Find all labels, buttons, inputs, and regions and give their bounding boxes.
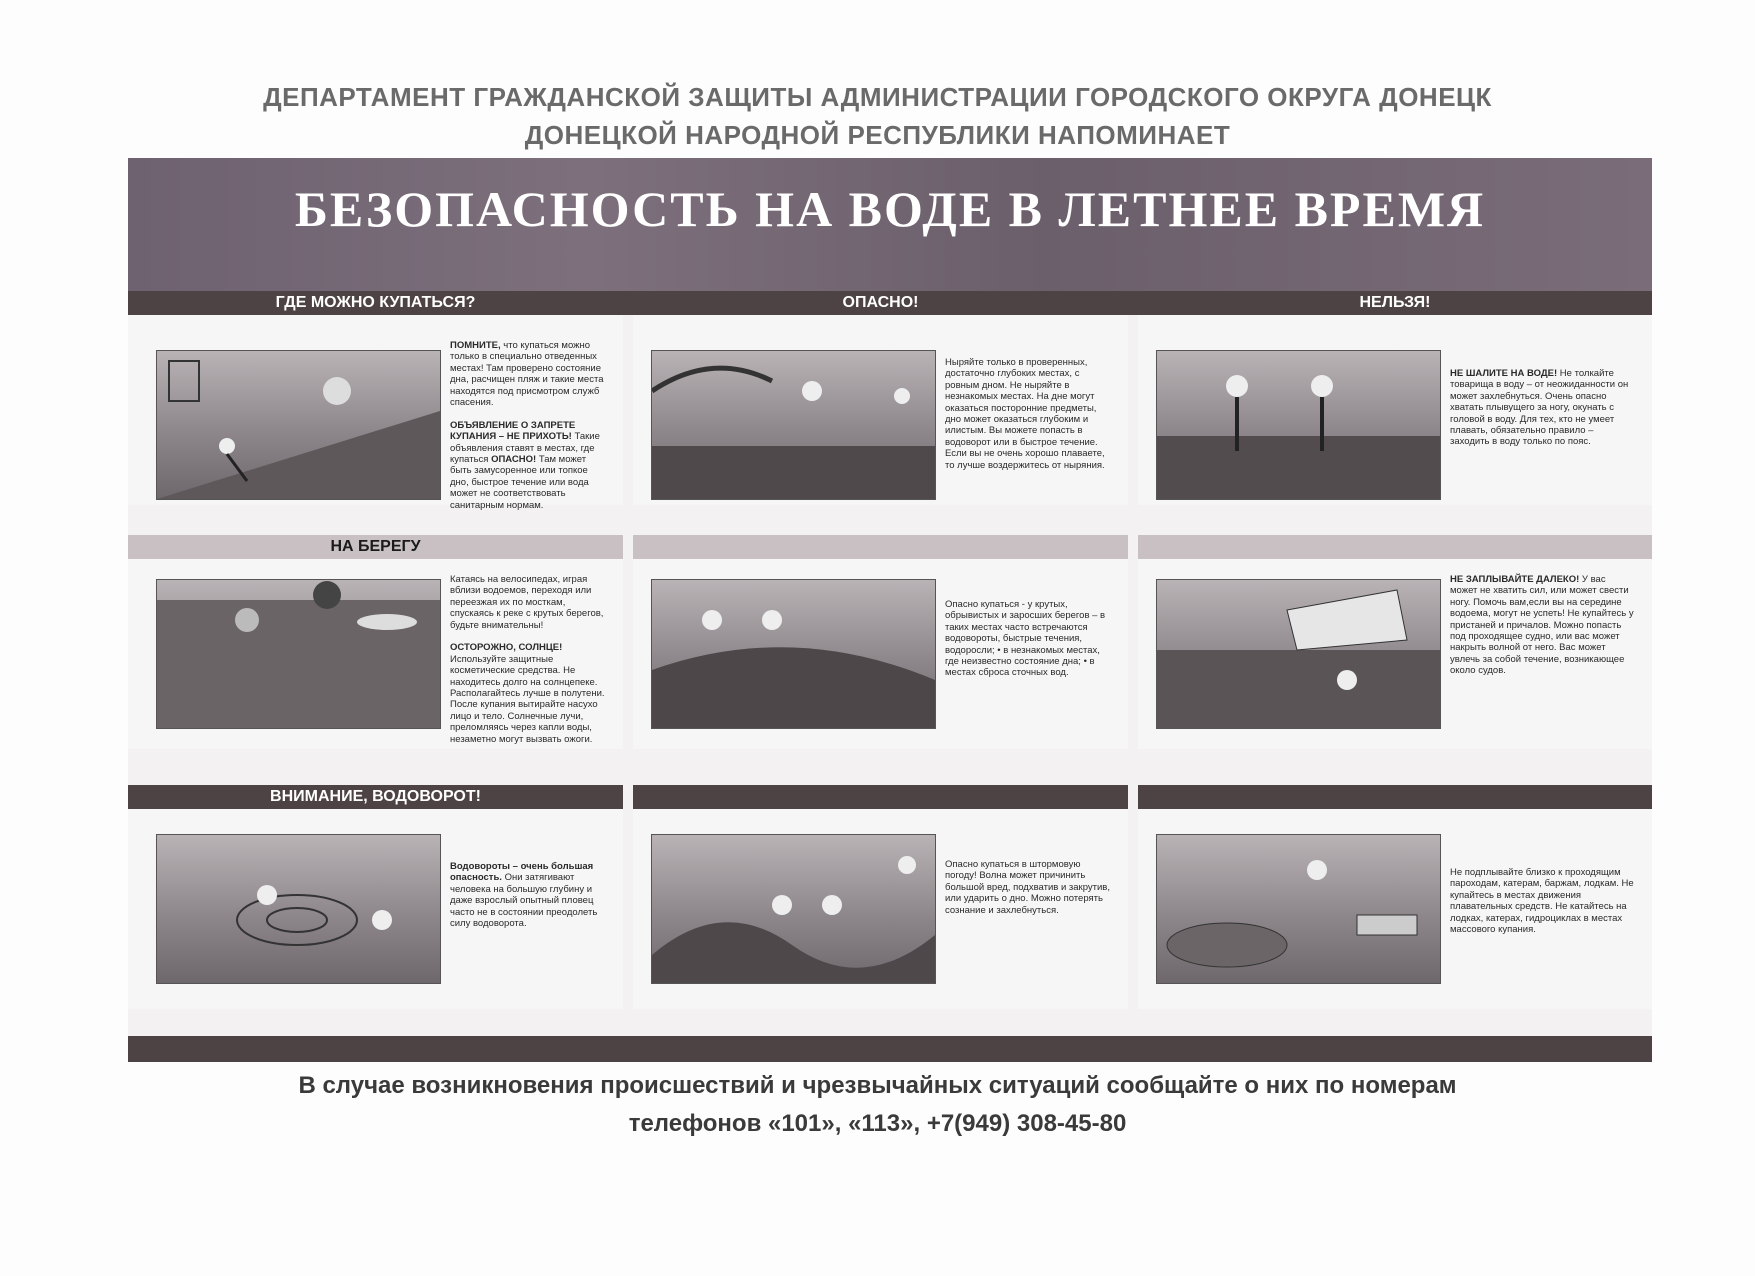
section-whirlpool-bar: ВНИМАНИЕ, ВОДОВОРОТ! [128, 785, 623, 809]
panel-text [945, 859, 1110, 916]
beach-scene-icon [157, 351, 440, 499]
panel-on-shore [128, 559, 623, 749]
text-heading: ПОМНИТЕ, [450, 340, 501, 351]
section-bar-empty [1138, 785, 1652, 809]
illustration-diving [651, 350, 936, 500]
panel-boats [1138, 809, 1652, 1009]
panel-text [450, 861, 605, 929]
panel-diving [633, 315, 1128, 505]
footer-line-1: В случае возникновения происшествий и чрезвычайных ситуаций сообщайте о них по номерам [298, 1072, 1457, 1099]
poster-banner [128, 158, 1652, 291]
panel-text [1450, 368, 1630, 448]
panel-dangerous-banks [633, 559, 1128, 749]
text-heading: НЕ ШАЛИТЕ НА ВОДЕ! [1450, 368, 1558, 379]
shore-scene-icon [157, 580, 440, 728]
pranks-scene-icon [1157, 351, 1440, 499]
panel-text [1450, 867, 1635, 935]
section-bar-empty [633, 535, 1128, 559]
text-body: Опасно купаться - у крутых, обрывистых и заросших берегов – в таких местах часто встречаются водовороты, быстрые течения, водоросли; • в незнакомых местах, где неизвестно состояние дна; • в местах сброса сточных вод. [945, 599, 1106, 679]
storm-scene-icon [652, 835, 935, 983]
illustration-pranks [1156, 350, 1441, 500]
panel-text [945, 357, 1110, 471]
text-heading: НЕ ЗАПЛЫВАЙТЕ ДАЛЕКО! [1450, 574, 1580, 585]
panel-text [450, 574, 605, 745]
text-heading: ОБЪЯВЛЕНИЕ О ЗАПРЕТЕ КУПАНИЯ – НЕ ПРИХОТЬ! [450, 419, 576, 443]
text-heading: ОСТОРОЖНО, СОЛНЦЕ! [450, 642, 563, 654]
illustration-ship [1156, 579, 1441, 729]
text-body: Они затягивают человека на большую глубину и даже взрослый опытный пловец часто не в состоянии преодолеть силу водоворота. [450, 872, 598, 930]
header-line-1: ДЕПАРТАМЕНТ ГРАЖДАНСКОЙ ЗАЩИТЫ АДМИНИСТРАЦИИ ГОРОДСКОГО ОКРУГА ДОНЕЦК [263, 82, 1492, 112]
text-body: Ныряйте только в проверенных, достаточно глубоких местах, с ровным дном. Не ныряйте в незнакомых местах. На дне могут оказаться посторонние предметы, дно может оказаться глубоким и илистым. Вы можете попасть в водоворот или в быстрое течение. Если вы не очень хорошо плаваете, то лучше воздержитесь от ныряния. [945, 357, 1105, 471]
whirlpool-scene-icon [157, 835, 440, 983]
poster-bottom-bar [128, 1036, 1652, 1062]
text-body: Там может быть замусоренное или топкое дно, быстрое течение или вода может не соответствовать санитарным нормам. [450, 454, 589, 511]
column-header-3: НЕЛЬЗЯ! [1359, 294, 1431, 311]
boats-scene-icon [1157, 835, 1440, 983]
ship-scene-icon [1157, 580, 1440, 728]
panel-allowed-places [128, 315, 623, 511]
panel-text [945, 599, 1110, 679]
text-body: Катаясь на велосипедах, играя вблизи водоемов, переходя или переезжая их по мосткам, спускаясь к реке с крутых берегов, будьте внимательны! [450, 574, 604, 631]
column-header-2: ОПАСНО! [842, 294, 919, 311]
poster-title: БЕЗОПАСНОСТЬ НА ВОДЕ В ЛЕТНЕЕ ВРЕМЯ [294, 181, 1486, 237]
text-heading: ОПАСНО! [491, 454, 537, 466]
panel-dont-swim-far [1138, 559, 1652, 749]
text-heading: Водовороты – очень большая опасность. [450, 861, 594, 884]
section-bar-empty [1138, 535, 1652, 559]
section-shore-bar: НА БЕРЕГУ [128, 535, 623, 559]
illustration-boats [1156, 834, 1441, 984]
panel-storm [633, 809, 1128, 1009]
text-body: Используйте защитные косметические средства. Не находитесь долго на солнцепеке. Располагайтесь лучше в полутени. После купания вытирайте насухо лицо и тело. Солнечные лучи, преломляясь через капли воды, незаметно могут вызвать ожоги. [450, 653, 605, 745]
text-body: Опасно купаться в штормовую погоду! Волна может причинить большой вред, подхватив и закрутив, или ударить о дно. Можно потерять сознание и захлебнуться. [945, 859, 1110, 916]
panel-no-pranks [1138, 315, 1652, 505]
panel-text [450, 340, 605, 511]
illustration-beach [156, 350, 441, 500]
text-body: Такие объявления ставят в местах, где купаться [450, 431, 600, 466]
text-body: Не подплывайте близко к проходящим пароходам, катерам, баржам, лодкам. Не купайтесь в местах движения плавательных средств. Не катайтесь на лодках, катерах, гидроциклах в местах массового купания. [1450, 867, 1634, 936]
illustration-storm [651, 834, 936, 984]
illustration-shore [156, 579, 441, 729]
panel-text [1450, 574, 1635, 677]
column-header-1: ГДЕ МОЖНО КУПАТЬСЯ? [275, 294, 476, 311]
panel-whirlpool [128, 809, 623, 1009]
poster [128, 158, 1652, 1062]
text-body: У вас может не хватить сил, или может свести ногу. Помочь вам,если вы на середине водоема, могут не успеть! Не купайтесь у пристаней и причалов. Можно попасть под проходящее судно, или вас может накрыть волной от него. Вас может увлечь за собой течение, возникающее около судов. [1450, 574, 1634, 677]
illustration-whirlpool [156, 834, 441, 984]
text-body: Не толкайте товарища в воду – от неожиданности он может захлебнуться. Очень опасно хватать плывущего за ногу, окунать с головой в воду. Для тех, кто не умеет плавать, обязательно правило – заходить в воду только по пояс. [1450, 368, 1629, 448]
illustration-banks [651, 579, 936, 729]
footer-line-2: телефонов «101», «113», +7(949) 308-45-80 [628, 1110, 1127, 1137]
diving-scene-icon [652, 351, 935, 499]
banks-scene-icon [652, 580, 935, 728]
text-body: что купаться можно только в специально отведенных местах! Там проверено состояние дна, расчищен пляж и такие места находятся под присмотром служб спасения. [450, 340, 604, 409]
header-line-2: ДОНЕЦКОЙ НАРОДНОЙ РЕСПУБЛИКИ НАПОМИНАЕТ [524, 120, 1231, 150]
section-bar-empty [633, 785, 1128, 809]
